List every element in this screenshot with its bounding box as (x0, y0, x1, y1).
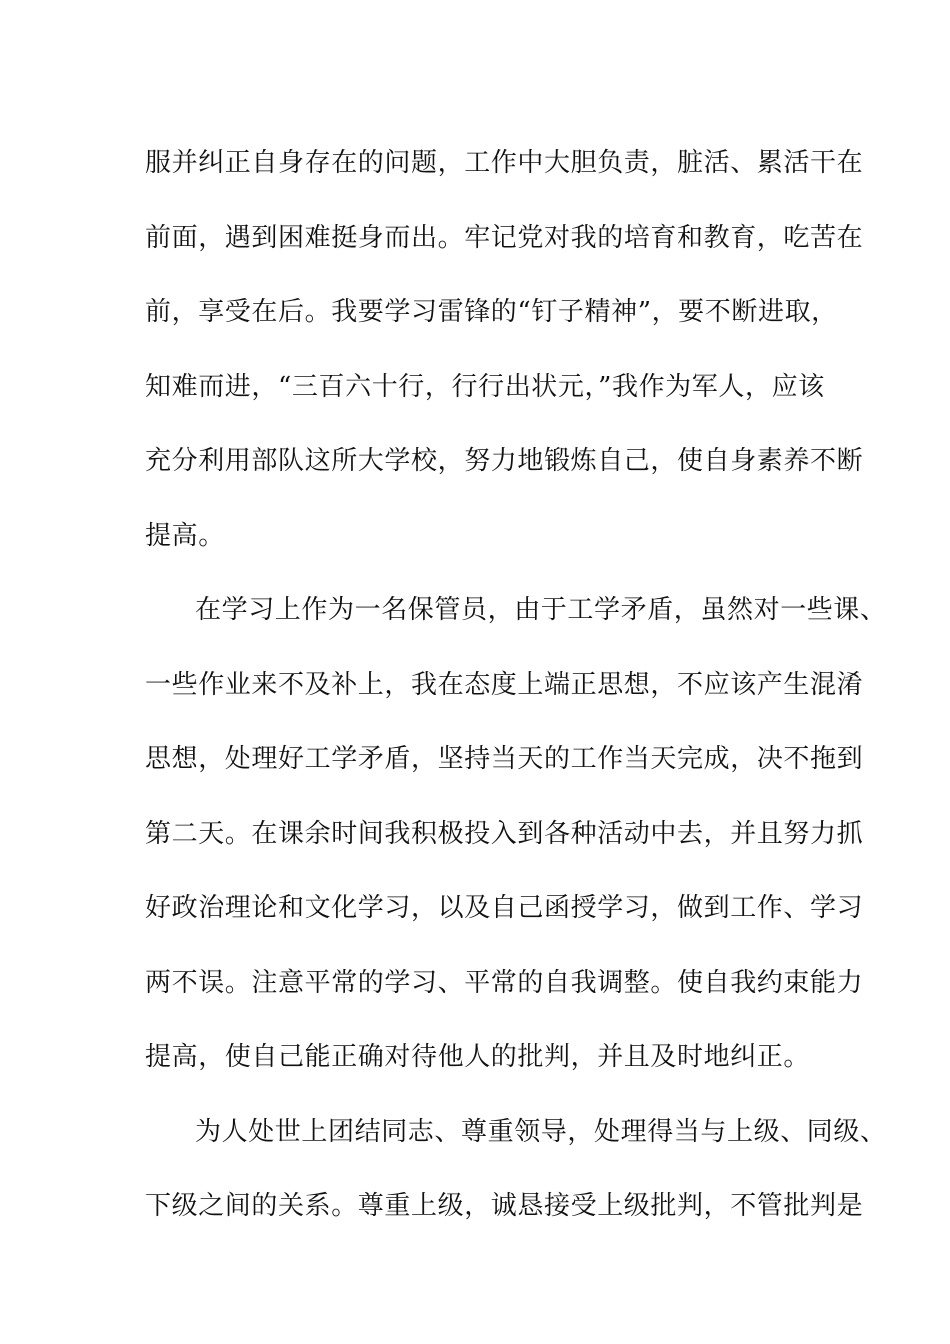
text-line: 好政治理论和文化学习，以及自己函授学习，做到工作、学习 (145, 893, 864, 923)
text-line: 下级之间的关系。尊重上级，诚恳接受上级批判，不管批判是 (145, 1191, 864, 1221)
text-line: 提高，使自己能正确对待他人的批判，并且及时地纠正。 (145, 1042, 811, 1072)
text-line: 前，享受在后。我要学习雷锋的“钉子精神”，要不断进取， (145, 297, 838, 327)
text-line: 第二天。在课余时间我积极投入到各种活动中去，并且努力抓 (145, 818, 864, 849)
text-line: 思想，处理好工学矛盾，坚持当天的工作当天完成，决不拖到 (145, 744, 864, 774)
body-text (145, 126, 887, 1244)
text-line: 一些作业来不及补上，我在态度上端正思想，不应该产生混淆 (145, 669, 864, 700)
text-line: 提高。 (145, 520, 225, 551)
text-line: 充分利用部队这所大学校，努力地锻炼自己，使自身素养不断 (145, 446, 864, 476)
text-line: 服并纠正自身存在的问题，工作中大胆负责，脏活、累活干在 (145, 148, 864, 178)
text-line: 两不误。注意平常的学习、平常的自我调整。使自我约束能力 (145, 967, 864, 998)
paragraph-start-line: 为人处世上团结同志、尊重领导，处理得当与上级、同级、 (195, 1116, 887, 1147)
text-line: 知难而进，“三百六十行，行行出状元，”我作为军人，应该 (145, 371, 825, 402)
text-line: 前面，遇到困难挺身而出。牢记党对我的培育和教育，吃苦在 (145, 222, 864, 253)
paragraph-start-line: 在学习上作为一名保管员，由于工学矛盾，虽然对一些课、 (195, 595, 887, 625)
